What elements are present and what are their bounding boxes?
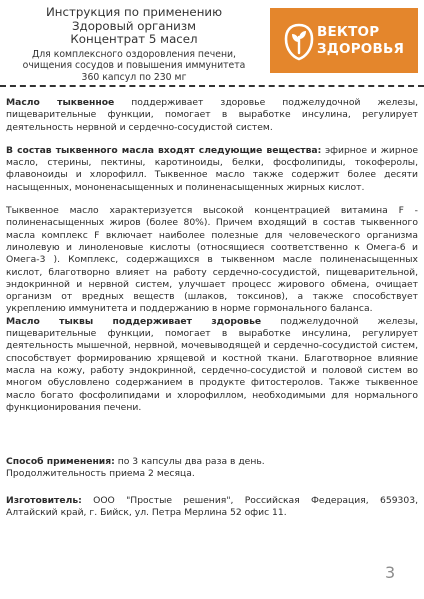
usage-label: Способ применения: [6, 456, 115, 468]
paragraph-lead: В состав тыквенного масла входят следующие вещества: [6, 144, 322, 156]
title-line: Концентрат 5 масел [70, 32, 198, 46]
subtitle-line: Для комплексного оздоровления печени, [31, 49, 237, 60]
usage-instructions [6, 456, 418, 468]
instruction-body [6, 97, 418, 519]
title-line: Инструкция по применению [45, 5, 223, 19]
manufacturer-text: ООО "Простые решения", Российская Федерация, 659303, Алтайский край, г. Бийск, ул. Петра Мерлина 52 офис 11. [6, 494, 418, 519]
title-line: Здоровый организм [71, 18, 196, 33]
brand-logo [270, 8, 418, 73]
paragraph-text: поджелудочной железы, пищеварительные функции, помогает в выработке инсулина, регулирует деятельность мышечной, нервной, мочевыводящей и сердечно-сосудистой систем, способствует формированию хрящевой и костной ткани. Благотворное влияние масла на кожу, работу эндокринной, сердечно-сосудистой и половой систем во многом обусловлено содержанием в продукте фитостеролов. Также тыквенное масло богато фосфолипидами и хлорофиллом, необходимыми для нормального функционирования печени. [6, 315, 419, 413]
paragraph-health-support [6, 316, 418, 414]
paragraph-text: поддерживает здоровье поджелудочной железы, пищеварительные функции, помогает в выработке инсулина, регулирует деятельность нервной и сердечно-сосудистой систем. [6, 97, 418, 133]
subtitle-line: 360 капсул по 230 мг [81, 71, 187, 83]
manufacturer-label: Изготовитель: [6, 494, 82, 506]
paragraph-lead: Масло тыквенное [6, 97, 115, 108]
manufacturer-info [6, 495, 418, 520]
sprout-in-shield-icon [284, 23, 314, 61]
subtitle-line: очищения сосудов и повышения иммунитета [22, 60, 246, 72]
document-title [0, 6, 268, 47]
paragraph-pumpkin-oil [6, 97, 418, 134]
brand-line-1: ВЕКТОР [317, 24, 380, 40]
brand-line-2: ЗДОРОВЬЯ [317, 41, 405, 57]
document-subtitle [0, 49, 268, 83]
usage-text: по 3 капсулы два раза в день. [114, 456, 265, 468]
page-number: 3 [385, 563, 396, 582]
paragraph-vitamin-f [6, 205, 418, 316]
paragraph-lead: Масло тыквы поддерживает здоровье [6, 315, 262, 327]
paragraph-text: Тыквенное масло характеризуется высокой концентрацией витамина F - полиненасыщенных жиров (более 80%). Причем входящий в состав тыквенного масла комплекс F включает наиболее полезные для человеческого организма линолевую и линоленовые кислоты (относящиеся соответственно к Омега-6 и Омега-3 ). Комплекс, содержащихся в тыквенном масле полиненасыщенных кислот, благотворно влияет на работу сердечно-сосудистой, пищеварительной, эндокринной и нервной систем, улучшает процесс жирового обмена, очищает организм от вредных веществ (шлаков, токсинов), а также способствует укреплению иммунитета и поддержанию в норме гормонального баланса. [6, 205, 418, 315]
brand-name [317, 24, 404, 58]
paragraph-text: эфирное и жирное масло, стерины, пектины, каротиноиды, белки, фосфолипиды, токоферолы, флавоноиды и хлорофилл. Тыквенное масло также содержит более десяти насыщенных, мононенасыщенных и полиненасыщенных жирных кислот. [6, 144, 419, 193]
usage-duration: Продолжительность приема 2 месяца. [6, 468, 195, 480]
dashed-divider [0, 85, 424, 87]
paragraph-composition [6, 145, 418, 194]
